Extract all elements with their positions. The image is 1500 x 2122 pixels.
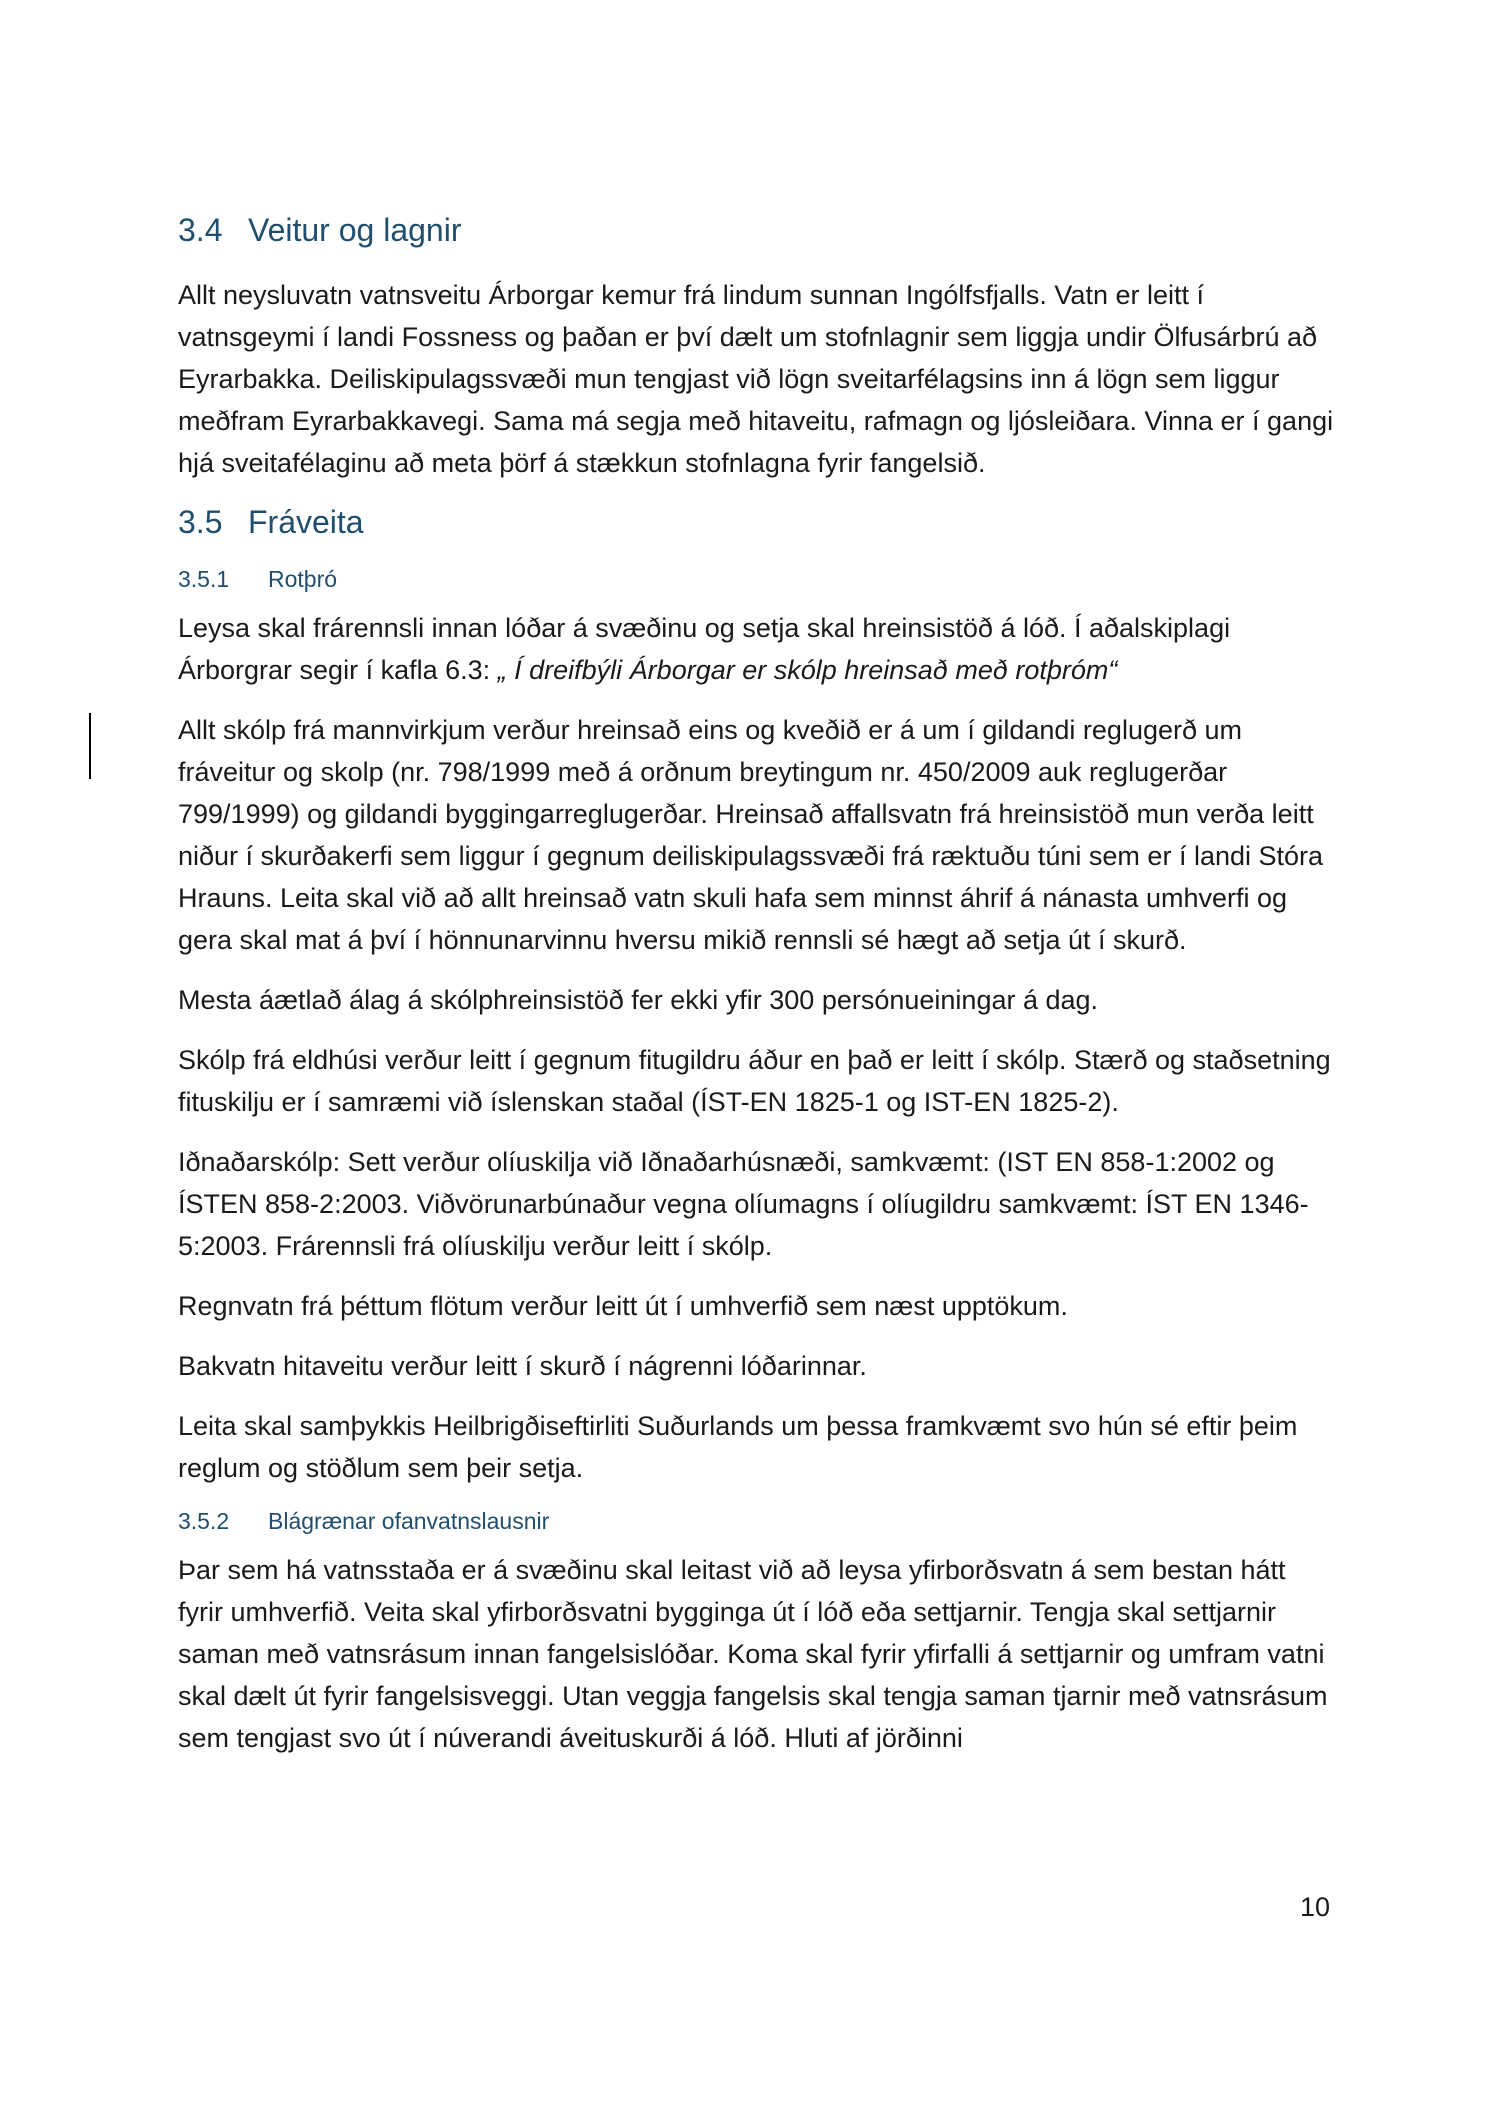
section-title: Fráveita <box>248 503 364 540</box>
subsection-title: Rotþró <box>268 566 338 593</box>
page-number: 10 <box>1300 1892 1331 1922</box>
section-number: 3.4 <box>178 212 223 248</box>
subsection-title: Blágrænar ofanvatnslausnir <box>268 1508 550 1535</box>
subsection-number: 3.5.2 <box>178 1508 230 1535</box>
paragraph-text: Leysa skal frárennsli innan lóðar á svæðinu og setja skal hreinsistöð á lóð. Í aðalskiplagi Árborgrar segir í kafla 6.3: <box>178 613 1231 686</box>
section-heading-3-5 <box>178 502 1338 544</box>
paragraph: Bakvatn hitaveitu verður leitt í skurð í nágrenni lóðarinnar. <box>178 1351 867 1382</box>
paragraph: Þar sem há vatnsstaða er á svæðinu skal leitast við að leysa yfirborðsvatn á sem bestan hátt fyrir umhverfið. Veita skal yfirborðsvatni bygginga út í lóð eða settjarnir. Tengja skal settjarnir saman með vatnsrásum innan fangelsislóðar. Koma skal fyrir yfirfalli á settjarnir og umfram vatni skal dælt út fyrir fangelsisveggi. Utan veggja fangelsis skal tengja saman tjarnir með vatnsrásum sem tengjast svo út í núverandi áveituskurði á lóð. Hluti af jörðinni <box>178 1554 1328 1753</box>
subsection-heading-3-5-2 <box>178 1507 1338 1537</box>
paragraph: Regnvatn frá þéttum flötum verður leitt út í umhverfið sem næst upptökum. <box>178 1291 1068 1322</box>
document-page <box>178 210 1338 1759</box>
section-heading-3-4 <box>178 210 1338 252</box>
section-title: Veitur og lagnir <box>248 212 462 248</box>
change-bar <box>89 713 91 779</box>
quote: „ Í dreifbýli Árborgar er skólp hreinsað með rotþróm“ <box>497 655 1118 686</box>
paragraph: Leita skal samþykkis Heilbrigðiseftirliti Suðurlands um þessa framkvæmt svo hún sé eftir þeim reglum og stöðlum sem þeir setja. <box>178 1411 1298 1484</box>
section-number: 3.5 <box>178 503 223 540</box>
paragraph: Allt skólp frá mannvirkjum verður hreinsað eins og kveðið er á um í gildandi reglugerð um fráveitur og skolp (nr. 798/1999 með á orðnum breytingum nr. 450/2009 auk reglugerðar 799/1999) og gildandi byggingarreglugerðar. Hreinsað affallsvatn frá hreinsistöð mun verða leitt niður í skurðakerfi sem liggur í gegnum deiliskipulagssvæði frá ræktuðu túni sem er í landi Stóra Hrauns. Leita skal við að allt hreinsað vatn skuli hafa sem minnst áhrif á nánasta umhverfi og gera skal mat á því í hönnunarvinnu hversu mikið rennsli sé hægt að setja út í skurð. <box>178 715 1324 956</box>
paragraph: Mesta áætlað álag á skólphreinsistöð fer ekki yfir 300 persónueiningar á dag. <box>178 985 1099 1016</box>
subsection-heading-3-5-1 <box>178 565 1338 595</box>
subsection-number: 3.5.1 <box>178 566 230 593</box>
paragraph: Skólp frá eldhúsi verður leitt í gegnum fitugildru áður en það er leitt í skólp. Stærð og staðsetning fituskilju er í samræmi við íslenskan staðal (ÍST-EN 1825-1 og IST-EN 1825-2). <box>178 1045 1331 1118</box>
paragraph-with-quote <box>178 607 1338 691</box>
paragraph: Iðnaðarskólp: Sett verður olíuskilja við Iðnaðarhúsnæði, samkvæmt: (IST EN 858-1:2002 og ÍSTEN 858-2:2003. Viðvörunarbúnaður vegna olíumagns í olíugildru samkvæmt: ÍST EN 1346-5:2003. Frárennsli frá olíuskilju verður leitt í skólp. <box>178 1147 1309 1262</box>
paragraph: Allt neysluvatn vatnsveitu Árborgar kemur frá lindum sunnan Ingólfsfjalls. Vatn er leitt í vatnsgeymi í landi Fossness og þaðan er því dælt um stofnlagnir sem liggja undir Ölfusárbrú að Eyrarbakka. Deiliskipulagssvæði mun tengjast við lögn sveitarfélagsins inn á lögn sem liggur meðfram Eyrarbakkavegi. Sama má segja með hitaveitu, rafmagn og ljósleiðara. Vinna er í gangi hjá sveitafélaginu að meta þörf á stækkun stofnlagna fyrir fangelsið. <box>178 279 1334 478</box>
